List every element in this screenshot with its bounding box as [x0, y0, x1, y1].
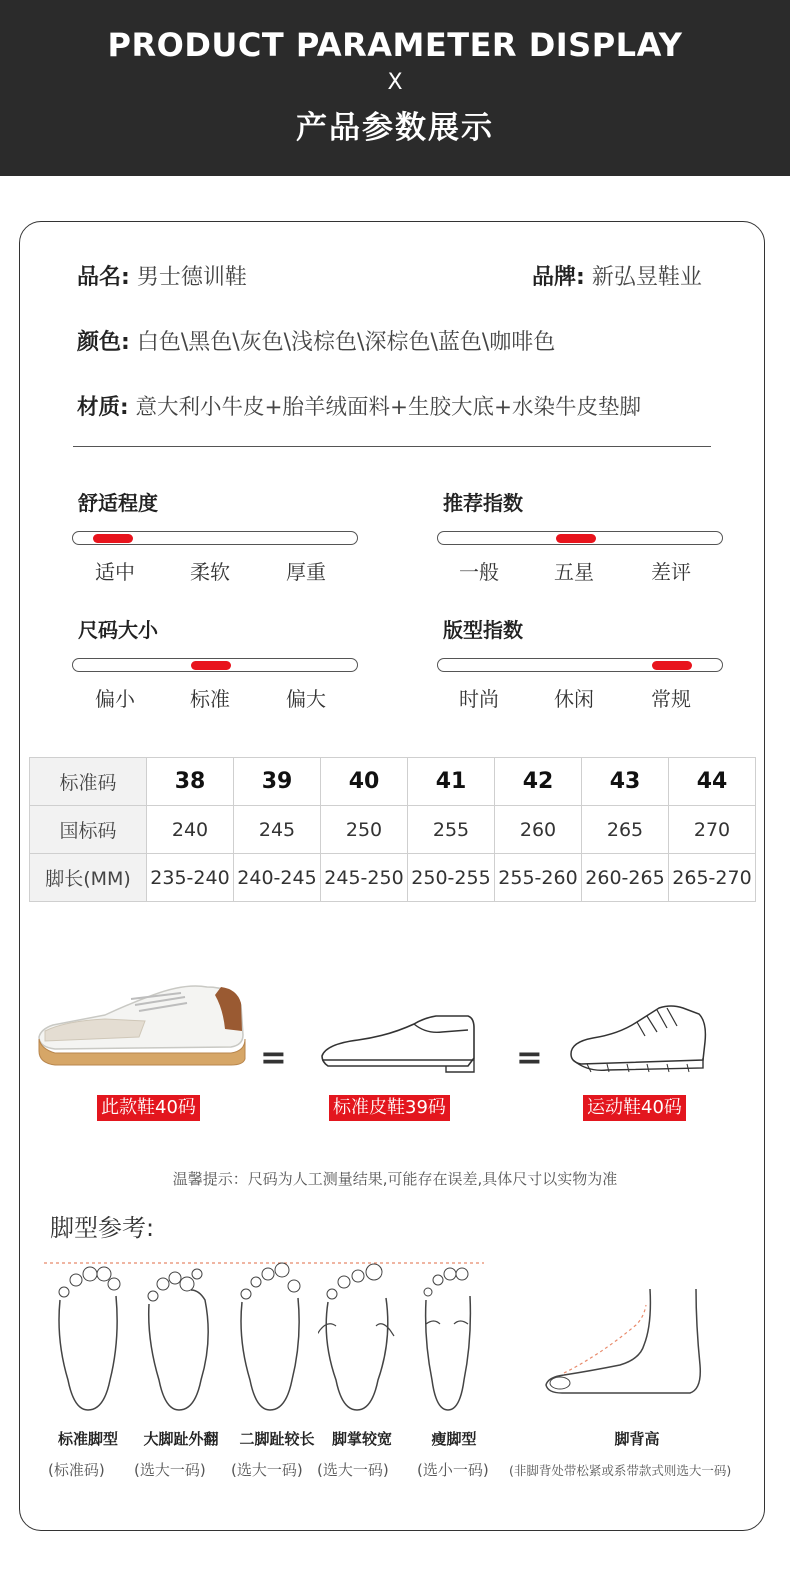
foot-long-second-toe-icon: [234, 1260, 306, 1415]
section-divider: [73, 446, 711, 447]
scale-tick: 休闲: [554, 687, 594, 711]
table-cell: 43: [582, 758, 669, 806]
product-colors: [77, 325, 555, 356]
table-cell: 235-240: [147, 854, 234, 902]
foot-high-instep-icon: [540, 1285, 710, 1405]
brand-value: 新弘昱鞋业: [591, 265, 702, 290]
scale-tick: 偏小: [95, 687, 135, 711]
scale-track: [72, 531, 358, 545]
table-cell: 40: [321, 758, 408, 806]
material-label: 材质:: [77, 395, 129, 420]
scale-tick: 五星: [554, 560, 594, 584]
header-banner: [0, 0, 790, 176]
table-cell: 260: [495, 806, 582, 854]
title-separator: X: [387, 70, 403, 95]
table-cell: 255-260: [495, 854, 582, 902]
equals-sign: =: [260, 1038, 287, 1076]
table-cell: 260-265: [582, 854, 669, 902]
equals-sign: =: [516, 1038, 543, 1076]
compare-label: 标准皮鞋39码: [329, 1095, 450, 1121]
product-brand: [532, 260, 702, 291]
table-cell: 265: [582, 806, 669, 854]
foot-type-name: 二脚趾较长: [239, 1430, 315, 1448]
table-cell: 39: [234, 758, 321, 806]
size-tip: 温馨提示：尺码为人工测量结果,可能存在误差,具体尺寸以实物为准: [172, 1170, 618, 1188]
foot-type-note: (选大一码): [134, 1461, 206, 1479]
foot-type-name: 标准脚型: [57, 1430, 118, 1448]
color-label: 颜色:: [77, 330, 130, 355]
scale-tick: 常规: [651, 687, 691, 711]
scale-title: 尺码大小: [78, 618, 158, 642]
table-cell: 240: [147, 806, 234, 854]
scale-title: 推荐指数: [443, 491, 523, 515]
table-cell: 255: [408, 806, 495, 854]
row-header: 标准码: [30, 758, 147, 806]
color-value: 白色\黑色\灰色\浅棕色\深棕色\蓝色\咖啡色: [136, 330, 556, 355]
row-header: 国标码: [30, 806, 147, 854]
table-cell: 245: [234, 806, 321, 854]
sport-shoe-icon: [567, 1002, 709, 1078]
table-cell: 42: [495, 758, 582, 806]
foot-type-name: 瘦脚型: [431, 1430, 477, 1448]
scale-tick: 偏大: [286, 687, 326, 711]
scale-track: [72, 658, 358, 672]
table-row: [30, 758, 756, 806]
product-material: [77, 390, 641, 421]
product-name: [77, 260, 247, 291]
foot-narrow-icon: [418, 1260, 478, 1415]
foot-type-note: (非脚背处带松紧或系带款式则选大一码): [509, 1463, 732, 1478]
scale-tick: 时尚: [459, 687, 499, 711]
table-cell: 250-255: [408, 854, 495, 902]
scale-title: 版型指数: [443, 618, 523, 642]
product-name-value: 男士德训鞋: [136, 265, 247, 290]
table-cell: 240-245: [234, 854, 321, 902]
product-sneaker-image: [35, 975, 247, 1067]
table-cell: 250: [321, 806, 408, 854]
scale-title: 舒适程度: [78, 491, 158, 515]
title-english: PRODUCT PARAMETER DISPLAY: [107, 26, 683, 64]
table-cell: 265-270: [669, 854, 756, 902]
size-chart-table: [29, 757, 756, 902]
foot-type-note: (选大一码): [231, 1461, 303, 1479]
table-cell: 44: [669, 758, 756, 806]
scale-tick: 差评: [651, 560, 691, 584]
product-name-label: 品名:: [77, 265, 130, 290]
foot-type-note: (选大一码): [317, 1461, 389, 1479]
brand-label: 品牌:: [532, 265, 585, 290]
scale-indicator: [191, 661, 231, 670]
table-cell: 245-250: [321, 854, 408, 902]
foot-type-name: 大脚趾外翻: [143, 1430, 219, 1448]
title-chinese: 产品参数展示: [296, 110, 494, 146]
table-row: [30, 854, 756, 902]
foot-standard-icon: [52, 1260, 124, 1415]
scale-track: [437, 658, 723, 672]
material-value: 意大利小牛皮+胎羊绒面料+生胶大底+水染牛皮垫脚: [135, 395, 641, 420]
table-cell: 38: [147, 758, 234, 806]
scale-tick: 标准: [190, 687, 230, 711]
foot-type-note: (选小一码): [417, 1461, 489, 1479]
scale-tick: 柔软: [190, 560, 230, 584]
foot-type-name: 脚掌较宽: [331, 1430, 392, 1448]
scale-indicator: [93, 534, 133, 543]
foot-bunion-icon: [143, 1260, 215, 1415]
scale-track: [437, 531, 723, 545]
foot-type-title: 脚型参考:: [50, 1214, 155, 1242]
compare-label: 运动鞋40码: [583, 1095, 686, 1121]
foot-type-note: (标准码): [48, 1461, 105, 1479]
compare-label: 此款鞋40码: [97, 1095, 200, 1121]
scale-indicator: [652, 661, 692, 670]
table-cell: 270: [669, 806, 756, 854]
row-header: 脚长(MM): [30, 854, 147, 902]
scale-indicator: [556, 534, 596, 543]
foot-wide-icon: [318, 1260, 396, 1415]
scale-tick: 一般: [459, 560, 499, 584]
scale-tick: 厚重: [286, 560, 326, 584]
foot-type-name: 脚背高: [614, 1430, 660, 1448]
table-row: [30, 806, 756, 854]
table-cell: 41: [408, 758, 495, 806]
scale-tick: 适中: [95, 560, 135, 584]
dress-shoe-icon: [318, 1010, 478, 1076]
